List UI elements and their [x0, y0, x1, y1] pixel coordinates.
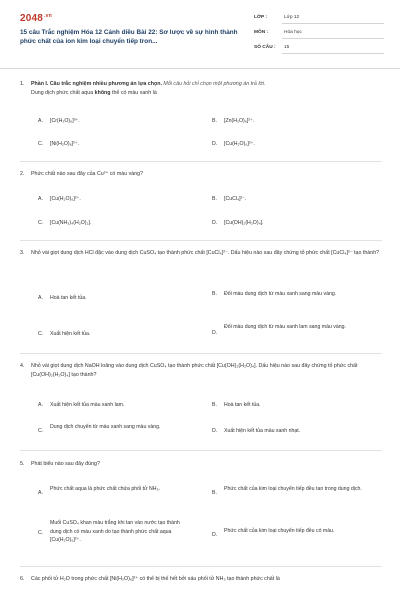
question-2: 2. Phức chất nào sau đây của Cu²⁺ có màu vàng?	[20, 170, 382, 180]
divider	[20, 566, 382, 567]
question-6-text: Các phối tử H₂O trong phức chất [Ni(H₂O)₆]²⁺ có thể bị thế hết bởi sáu phối tử NH₃ tạo thành phức chất là	[31, 576, 280, 582]
question-2-text: Phức chất nào sau đây của Cu²⁺ có màu vàng?	[31, 171, 144, 177]
divider	[20, 353, 382, 354]
divider	[20, 161, 382, 162]
question-3-text: Nhỏ vài giọt dung dịch HCl đặc vào dung dịch CuSO₄ tạo thành phức chất [CuCl₄]²⁻. Dấu hiệu nào sau đây chứng tỏ phức chất [CuCl₄]²⁻ tạo thành?	[31, 250, 380, 256]
quiz-page: $2048^{.vn}$ 15 câu Trắc nghiệm Hóa 12 Cánh diều Bài 22: Sơ lược về sự hình thành phức chất của ion kim loại chuyển tiếp tron... LỚP : Lớp 12 MÔN : Hóa học SỐ CÂU : 15 1. Phần I. Câu trắc nghiệm nhiều phương án lựa chọn. Mỗi câu hỏi chỉ chọn một phương án trả lời. Dung dịch phức chất aqua không thể có màu xanh là A. [Cr(H₂O)₆]³⁺. B. [Zn(H₂O)₆]²⁺. C. [Ni(H₂O)₆]²⁺. D. [Cu(H₂O)₆]²⁺. 2. Phức chất nào sau đây của Cu²⁺ có màu vàng? A. [Cu(H₂O)₆]²⁺. B. [CuCl₄]²⁻. C. [Cu(NH₃)₄(H₂O)₂]. D. [Cu(OH)₂(H₂O)₄]. 3. Nhỏ vài giọt dung dịch HCl đặc vào dung dịch CuSO₄ tạo thành phức chất [CuCl₄]²⁻. Dấu hiệu nào sau đây chứng tỏ phức chất [CuCl₄]²⁻ tạo thành? A. Hoà tan kết tủa. B. Đối màu dung dịch từ màu xanh sang màu vàng. C. Xuất hiện kết tủa. D. Đối màu dung dịch từ màu xanh lam sang màu vàng. 4. Nhỏ vài giọt dung dịch NaOH loãng vào dung dịch CuSO₄ tạo thành phức chất [Cu(OH)₂(H₂O)₄]. Dấu hiệu nào sau đây chứng tỏ phức chất [Cu(OH)₂(H₂O)₄] tạo thành? A. Xuất hiện kết tủa màu xanh lam. B. Hoà tan kết tủa. C. Dung dịch chuyển từ màu xanh sang màu vàng. D. Xuất hiện kết tủa màu xanh nhạt. 5. Phát biểu nào sau đây đúng? A. Phức chất aqua là phức chất chứa phối tử NH₃. B. Phức chất của kim loại chuyển tiếp đều tan trong dung dịch. C. Muối CuSO₄ khan màu trắng khi tan vào nước tạo thành dung dịch có màu xanh do tạo thành phức chất aqua [Cu(H₂O)₆]²⁺. D. Phức chất của kim loại chuyển tiếp đều có màu. 6. Các phối tử H₂O trong phức chất [Ni(H₂O)₆]²⁺ có thể bị thế hết bởi sáu phối tử NH₃ tạo thành phức chất là	[0, 0, 400, 600]
page-header	[0, 0, 400, 69]
question-4-text: Nhỏ vài giọt dung dịch NaOH loãng vào dung dịch CuSO₄ tạo thành phức chất [Cu(OH)₂(H₂O)₄]. Dấu hiệu nào sau đây chứng tỏ phức chất [Cu(OH)₂(H₂O)₄] tạo thành?	[31, 363, 358, 378]
meta-subject: MÔN : Hóa học	[254, 27, 384, 39]
question-3: 3. Nhỏ vài giọt dung dịch HCl đặc vào dung dịch CuSO₄ tạo thành phức chất [CuCl₄]²⁻. Dấu hiệu nào sau đây chứng tỏ phức chất [CuCl₄]²⁻ tạo thành?	[20, 249, 382, 269]
question-1-text: Phần I. Câu trắc nghiệm nhiều phương án lựa chọn. Mỗi câu hỏi chỉ chọn một phương án trả lời. Dung dịch phức chất aqua không thể có màu xanh là	[31, 81, 266, 96]
divider	[20, 450, 382, 451]
meta-question-count: SỐ CÂU : 15	[254, 42, 384, 54]
question-5-text: Phát biểu nào sau đây đúng?	[31, 461, 100, 467]
question-1: 1. Phần I. Câu trắc nghiệm nhiều phương án lựa chọn. Mỗi câu hỏi chỉ chọn một phương án trả lời. Dung dịch phức chất aqua không thể có màu xanh là	[20, 80, 382, 100]
question-4: 4. Nhỏ vài giọt dung dịch NaOH loãng vào dung dịch CuSO₄ tạo thành phức chất [Cu(OH)₂(H₂O)₄]. Dấu hiệu nào sau đây chứng tỏ phức chất [Cu(OH)₂(H₂O)₄] tạo thành?	[20, 362, 382, 382]
quiz-title: 15 câu Trắc nghiệm Hóa 12 Cánh diều Bài 22: Sơ lược về sự hình thành phức chất của ion kim loại chuyển tiếp tron...	[20, 29, 238, 45]
question-5: 5. Phát biểu nào sau đây đúng?	[20, 460, 382, 470]
divider	[20, 240, 382, 241]
question-6: 6. Các phối tử H₂O trong phức chất [Ni(H₂O)₆]²⁺ có thể bị thế hết bởi sáu phối tử NH₃ tạo thành phức chất là	[20, 575, 382, 595]
site-logo[interactable]: $2048^{.vn}$	[20, 13, 52, 24]
meta-class: LỚP : Lớp 12	[254, 12, 384, 24]
